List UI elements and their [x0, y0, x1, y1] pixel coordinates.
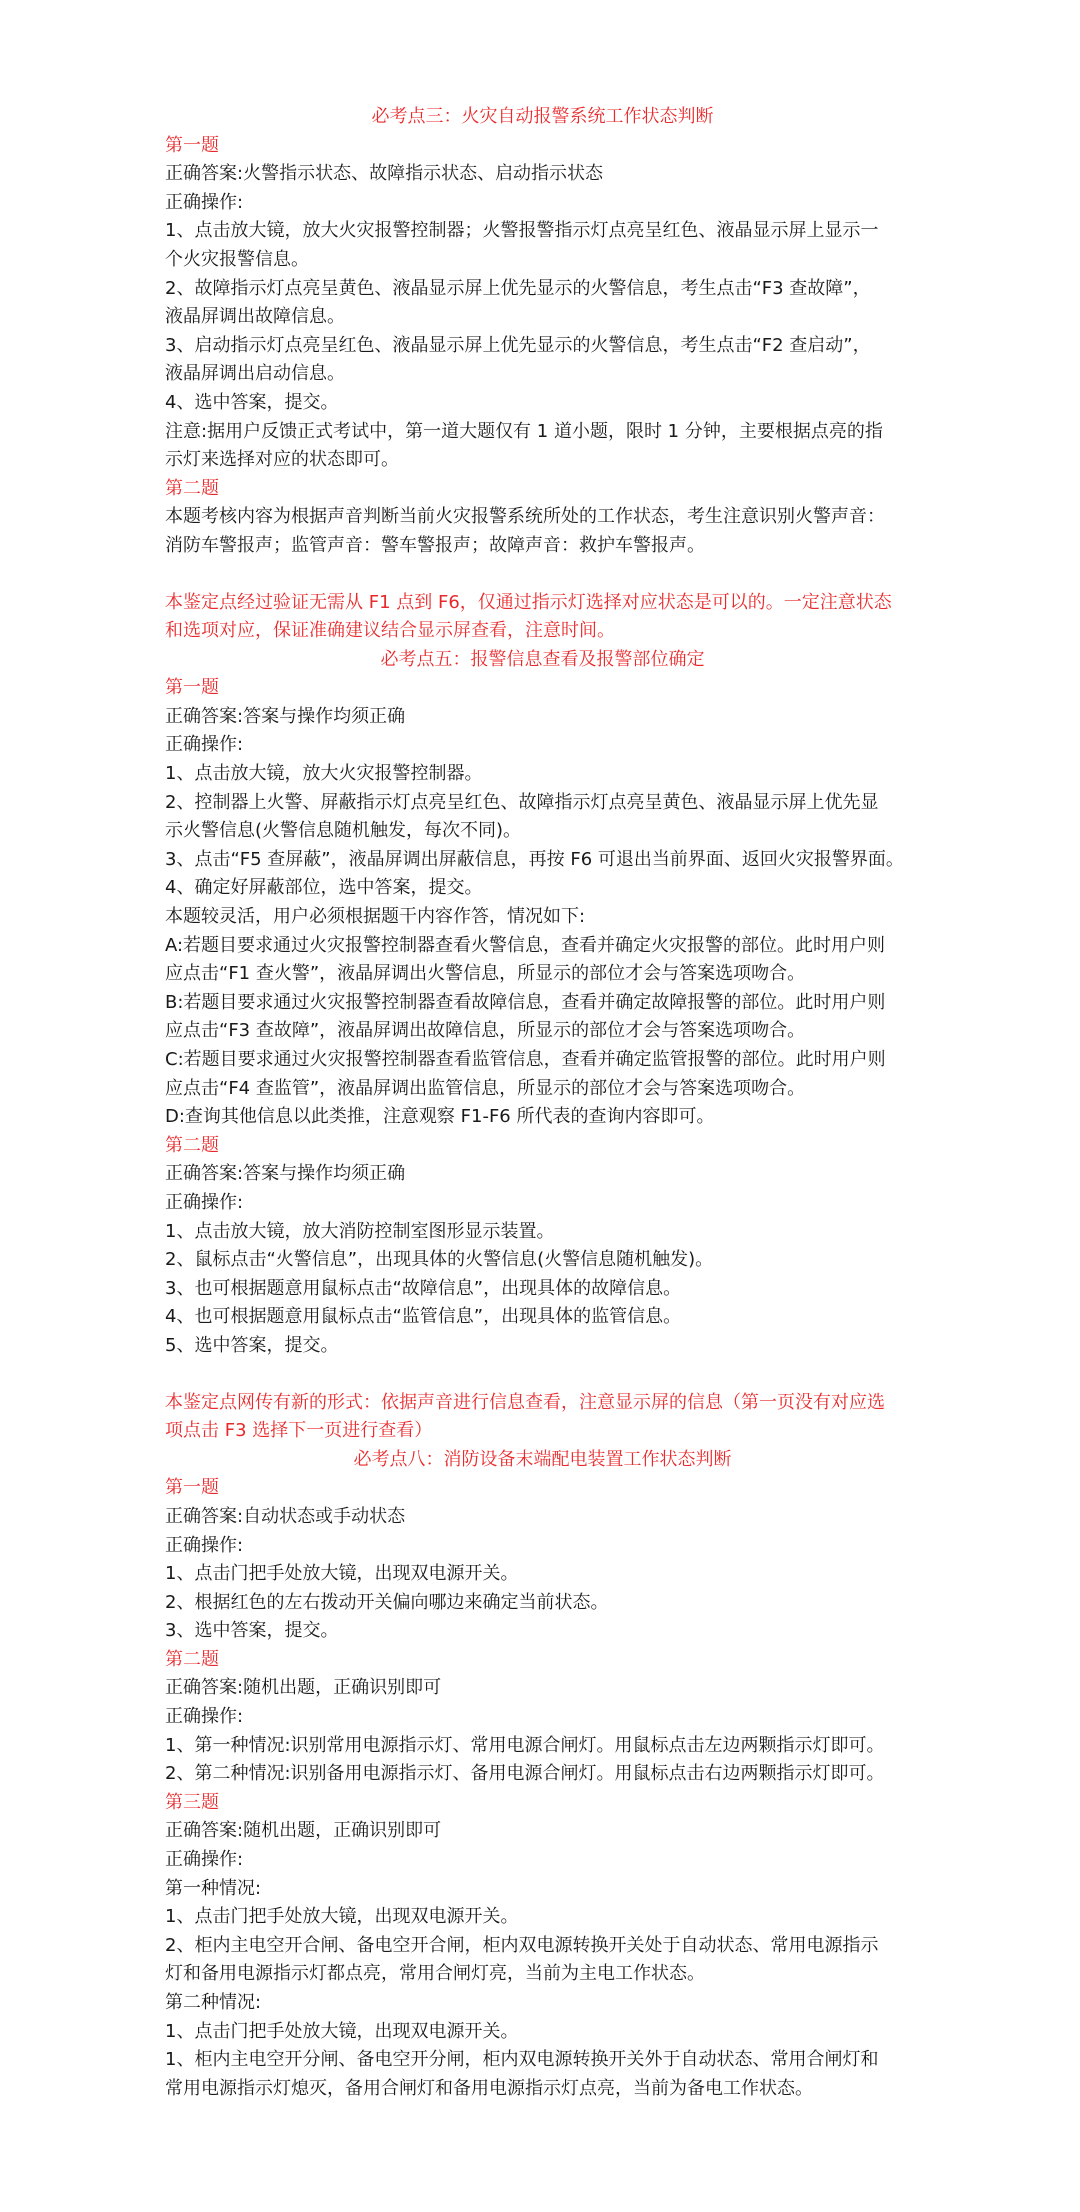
- question-title: 第二题: [165, 1648, 219, 1670]
- text-line: 常用电源指示灯熄灭，备用合闸灯和备用电源指示灯点亮，当前为备电工作状态。: [165, 2077, 813, 2099]
- text-line: 液晶屏调出故障信息。: [165, 306, 345, 328]
- text-line: 4、选中答案，提交。: [165, 391, 339, 413]
- text-line: B:若题目要求通过火灾报警控制器查看故障信息，查看并确定故障报警的部位。此时用户则: [165, 991, 886, 1013]
- text-line: 正确操作:: [165, 1534, 244, 1556]
- text-line: 消防车警报声；监管声音：警车警报声；故障声音：救护车警报声。: [165, 534, 705, 556]
- text-line: C:若题目要求通过火灾报警控制器查看监管信息，查看并确定监管报警的部位。此时用户则: [165, 1049, 886, 1070]
- text-line: 3、点击“F5 查屏蔽”，液晶屏调出屏蔽信息，再按 F6 可退出当前界面、返回火灾报警界面。: [165, 848, 904, 870]
- section-heading: 必考点五：报警信息查看及报警部位确定: [380, 648, 705, 670]
- text-line: 1、第一种情况:识别常用电源指示灯、常用电源合闸灯。用鼠标点击左边两颗指示灯即可。: [165, 1734, 885, 1756]
- text-line: 正确操作:: [165, 734, 244, 756]
- text-line: 个火灾报警信息。: [165, 248, 309, 270]
- text-line: D:查询其他信息以此类推，注意观察 F1-F6 所代表的查询内容即可。: [165, 1106, 715, 1128]
- question-title: 第一题: [165, 1477, 219, 1499]
- text-line: 第一种情况:: [165, 1877, 262, 1899]
- text-line: 正确答案:随机出题，正确识别即可: [165, 1677, 442, 1699]
- text-line: 1、点击门把手处放大镜，出现双电源开关。: [165, 2020, 519, 2042]
- question-title: 第一题: [165, 677, 219, 699]
- text-line: 3、启动指示灯点亮呈红色、液晶显示屏上优先显示的火警信息，考生点击“F2 查启动”，: [165, 334, 871, 356]
- text-line: 第二种情况:: [165, 1992, 262, 2013]
- question-title: 第二题: [165, 1134, 219, 1156]
- text-line: 应点击“F1 查火警”，液晶屏调出火警信息，所显示的部位才会与答案选项吻合。: [165, 963, 806, 985]
- text-line: 2、故障指示灯点亮呈黄色、液晶显示屏上优先显示的火警信息，考生点击“F3 查故障”，: [165, 277, 871, 299]
- text-line: 正确答案:火警指示状态、故障指示状态、启动指示状态: [165, 163, 604, 185]
- red-note-line: 本鉴定点网传有新的形式：依据声音进行信息查看，注意显示屏的信息（第一页没有对应选: [165, 1391, 885, 1413]
- text-line: 正确操作:: [165, 1191, 244, 1213]
- section-heading: 必考点八：消防设备末端配电装置工作状态判断: [353, 1448, 732, 1470]
- text-line: 1、点击放大镜，放大火灾报警控制器；火警报警指示灯点亮呈红色、液晶显示屏上显示一: [165, 220, 879, 242]
- text-line: 1、点击门把手处放大镜，出现双电源开关。: [165, 1563, 519, 1585]
- text-line: 2、第二种情况:识别备用电源指示灯、备用电源合闸灯。用鼠标点击右边两颗指示灯即可。: [165, 1763, 885, 1785]
- text-line: 正确答案:答案与操作均须正确: [165, 705, 406, 727]
- text-line: 正确操作:: [165, 191, 244, 213]
- red-note-line: 项点击 F3 选择下一页进行查看）: [165, 1420, 433, 1442]
- spacer: [165, 561, 920, 589]
- text-line: 示灯来选择对应的状态即可。: [165, 449, 399, 471]
- text-line: 1、柜内主电空开分闸、备电空开分闸，柜内双电源转换开关外于自动状态、常用合闸灯和: [165, 2049, 879, 2071]
- text-line: 3、也可根据题意用鼠标点击“故障信息”，出现具体的故障信息。: [165, 1277, 682, 1299]
- spacer: [165, 1361, 920, 1389]
- text-line: 正确答案:自动状态或手动状态: [165, 1505, 406, 1527]
- text-line: 1、点击门把手处放大镜，出现双电源开关。: [165, 1906, 519, 1928]
- question-title: 第二题: [165, 477, 219, 499]
- text-line: 示火警信息(火警信息随机触发，每次不同)。: [165, 820, 522, 842]
- text-line: 3、选中答案，提交。: [165, 1620, 339, 1642]
- red-note-line: 本鉴定点经过验证无需从 F1 点到 F6，仅通过指示灯选择对应状态是可以的。一定注意状态: [165, 591, 892, 613]
- text-line: 4、也可根据题意用鼠标点击“监管信息”，出现具体的监管信息。: [165, 1306, 682, 1328]
- text-line: 正确操作:: [165, 1849, 244, 1871]
- text-line: 本题较灵活，用户必须根据题干内容作答，情况如下:: [165, 906, 586, 928]
- text-line: 正确操作:: [165, 1706, 244, 1728]
- text-line: 2、控制器上火警、屏蔽指示灯点亮呈红色、故障指示灯点亮呈黄色、液晶显示屏上优先显: [165, 791, 879, 813]
- text-line: A:若题目要求通过火灾报警控制器查看火警信息，查看并确定火灾报警的部位。此时用户则: [165, 934, 886, 956]
- question-title: 第三题: [165, 1791, 219, 1813]
- text-line: 应点击“F3 查故障”，液晶屏调出故障信息，所显示的部位才会与答案选项吻合。: [165, 1020, 806, 1042]
- text-line: 正确答案:答案与操作均须正确: [165, 1163, 406, 1185]
- text-line: 正确答案:随机出题，正确识别即可: [165, 1820, 442, 1842]
- section-exam-point-8: [165, 1446, 920, 2104]
- question-title: 第一题: [165, 134, 219, 156]
- section-exam-point-5: [165, 646, 920, 1446]
- text-line: 2、根据红色的左右拨动开关偏向哪边来确定当前状态。: [165, 1591, 609, 1613]
- text-line: 5、选中答案，提交。: [165, 1334, 339, 1356]
- text-line: 2、鼠标点击“火警信息”，出现具体的火警信息(火警信息随机触发)。: [165, 1249, 714, 1271]
- text-line: 4、确定好屏蔽部位，选中答案，提交。: [165, 877, 483, 899]
- text-line: 2、柜内主电空开合闸、备电空开合闸，柜内双电源转换开关处于自动状态、常用电源指示: [165, 1934, 879, 1956]
- text-line: 1、点击放大镜，放大消防控制室图形显示装置。: [165, 1220, 555, 1242]
- text-line: 本题考核内容为根据声音判断当前火灾报警系统所处的工作状态，考生注意识别火警声音：: [165, 506, 885, 528]
- red-note-line: 和选项对应，保证准确建议结合显示屏查看，注意时间。: [165, 620, 615, 642]
- text-line: 液晶屏调出启动信息。: [165, 363, 345, 385]
- section-heading: 必考点三：火灾自动报警系统工作状态判断: [371, 106, 714, 127]
- text-line: 注意:据用户反馈正式考试中，第一道大题仅有 1 道小题，限时 1 分钟，主要根据点亮的指: [165, 420, 883, 442]
- text-line: 应点击“F4 查监管”，液晶屏调出监管信息，所显示的部位才会与答案选项吻合。: [165, 1077, 806, 1099]
- section-exam-point-3: [165, 103, 920, 646]
- text-line: 1、点击放大镜，放大火灾报警控制器。: [165, 763, 483, 785]
- text-line: 灯和备用电源指示灯都点亮，常用合闸灯亮，当前为主电工作状态。: [165, 1963, 705, 1985]
